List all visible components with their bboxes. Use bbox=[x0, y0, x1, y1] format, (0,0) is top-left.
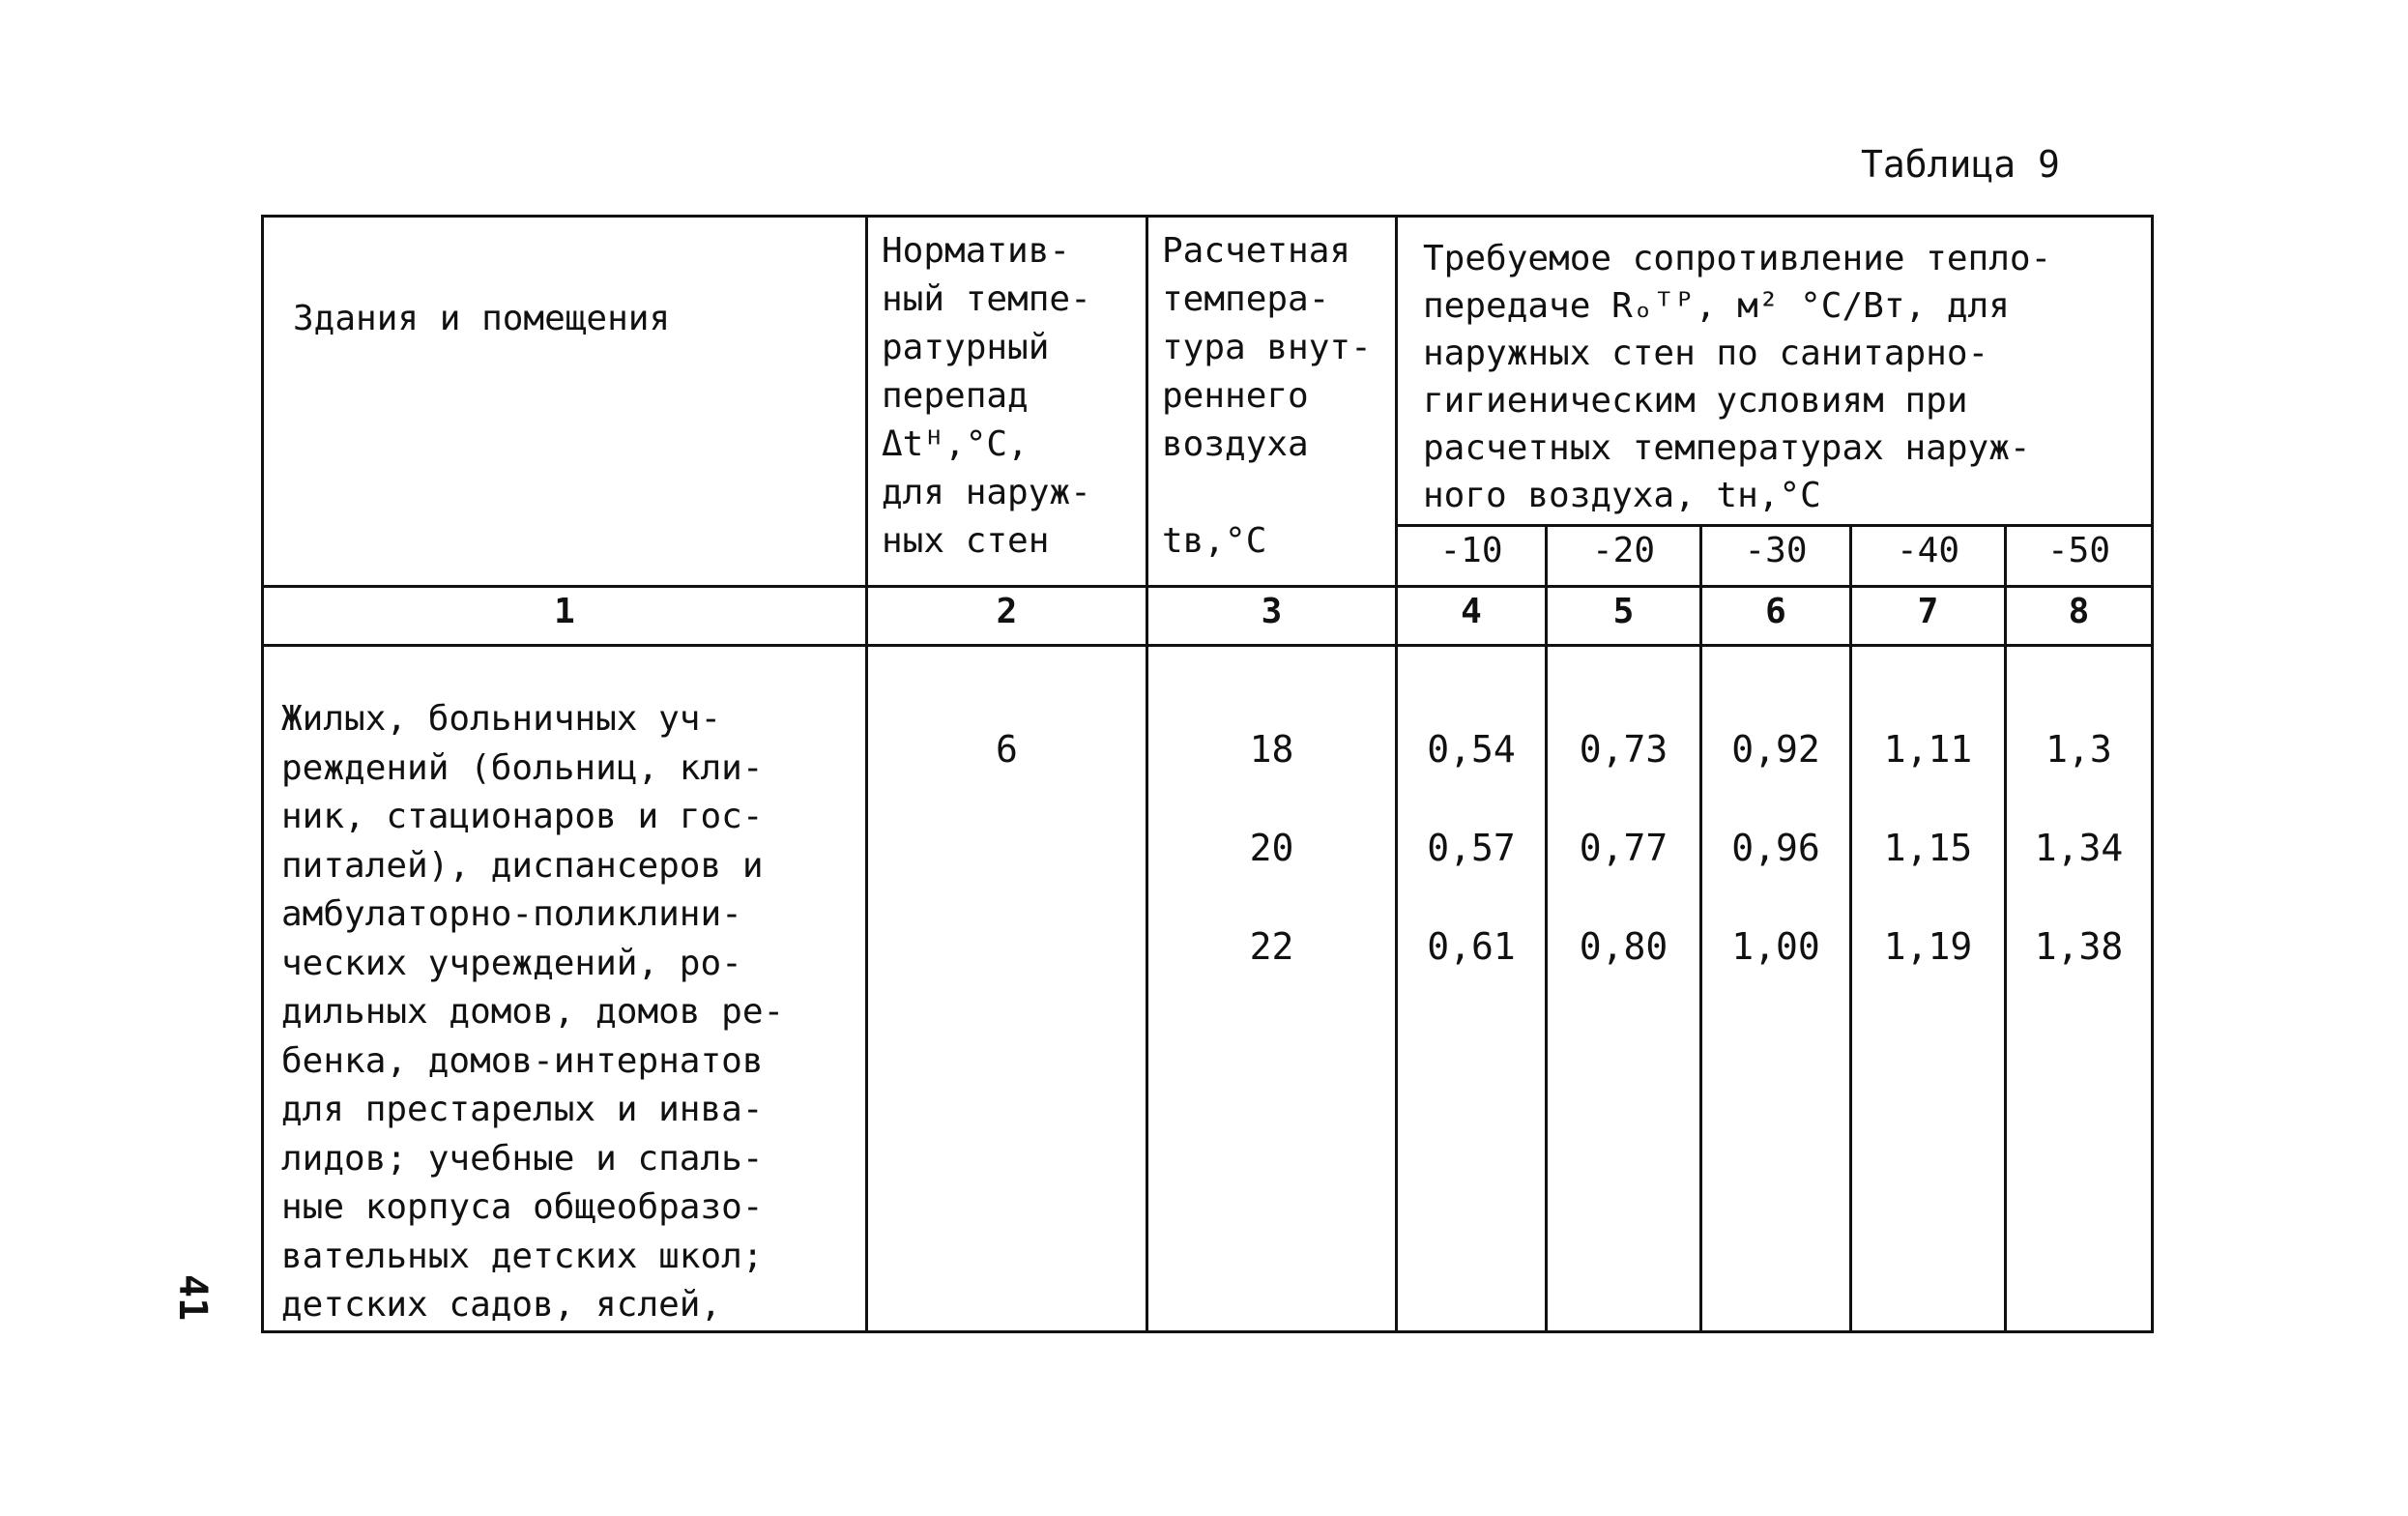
row-r50-cell bbox=[2006, 646, 2153, 1332]
row-description-cell bbox=[263, 646, 867, 1332]
row-delta-t: 6 bbox=[996, 728, 1018, 771]
col-number-3: 3 bbox=[1147, 587, 1397, 646]
temp-minus-50: -50 bbox=[2006, 525, 2153, 586]
col-number-8: 8 bbox=[2006, 587, 2153, 646]
heat-resistance-table bbox=[261, 215, 2154, 1333]
row-r10: 0,54 0,57 0,61 bbox=[1427, 728, 1516, 968]
header-indoor-temp-text: Расчетная темпера- тура внут- реннего воздуха tв,°C bbox=[1162, 231, 1372, 561]
row-r20-cell bbox=[1547, 646, 1701, 1332]
row-r50: 1,3 1,34 1,38 bbox=[2034, 728, 2124, 968]
header-delta-t bbox=[867, 217, 1147, 587]
page-number: 41 bbox=[170, 1274, 215, 1322]
header-buildings bbox=[263, 217, 867, 587]
col-number-2: 2 bbox=[867, 587, 1147, 646]
temp-minus-20: -20 bbox=[1547, 525, 1701, 586]
column-number-row bbox=[263, 587, 2153, 646]
row-r10-cell bbox=[1397, 646, 1547, 1332]
col-number-4: 4 bbox=[1397, 587, 1547, 646]
row-r40-cell bbox=[1851, 646, 2006, 1332]
row-r20: 0,73 0,77 0,80 bbox=[1579, 728, 1668, 968]
col-number-1: 1 bbox=[263, 587, 867, 646]
temp-minus-10: -10 bbox=[1397, 525, 1547, 586]
header-resistance-text: Требуемое сопротивление тепло- передаче Rₒᵀᴾ, м² °C/Вт, для наружных стен по санитарно- гигиеническим условиям при расчетных температурах наруж- ного воздуха, tн,°C bbox=[1423, 239, 2052, 515]
temp-minus-30: -30 bbox=[1701, 525, 1851, 586]
header-resistance-group bbox=[1397, 217, 2153, 526]
table-row bbox=[263, 646, 2153, 1332]
row-r30-cell bbox=[1701, 646, 1851, 1332]
row-description: Жилых, больничных уч- реждений (больниц, кли- ник, стационаров и гос- питалей), диспансеров и амбулаторно-поликлини- ческих учреждений, ро- дильных домов, домов ре- бенка, домов-интернатов для престарелых и инва- лидов; учебные и спаль- ные корпуса общеобразо- вательных детских школ; детских садов, яслей, bbox=[281, 699, 785, 1325]
temp-minus-40: -40 bbox=[1851, 525, 2006, 586]
row-r30: 0,92 0,96 1,00 bbox=[1731, 728, 1820, 968]
row-delta-t-cell bbox=[867, 646, 1147, 1332]
row-indoor-temp: 18 20 22 bbox=[1249, 728, 1294, 968]
header-indoor-temp bbox=[1147, 217, 1397, 587]
row-indoor-temp-cell bbox=[1147, 646, 1397, 1332]
header-row bbox=[263, 217, 2153, 526]
col-number-5: 5 bbox=[1547, 587, 1701, 646]
col-number-7: 7 bbox=[1851, 587, 2006, 646]
header-buildings-text: Здания и помещения bbox=[293, 299, 671, 338]
row-r40: 1,11 1,15 1,19 bbox=[1883, 728, 1973, 968]
header-delta-t-text: Норматив- ный темпе- ратурный перепад Δtᴴ,°C, для наруж- ных стен bbox=[882, 231, 1091, 561]
col-number-6: 6 bbox=[1701, 587, 1851, 646]
table-label: Таблица 9 bbox=[1861, 143, 2060, 186]
